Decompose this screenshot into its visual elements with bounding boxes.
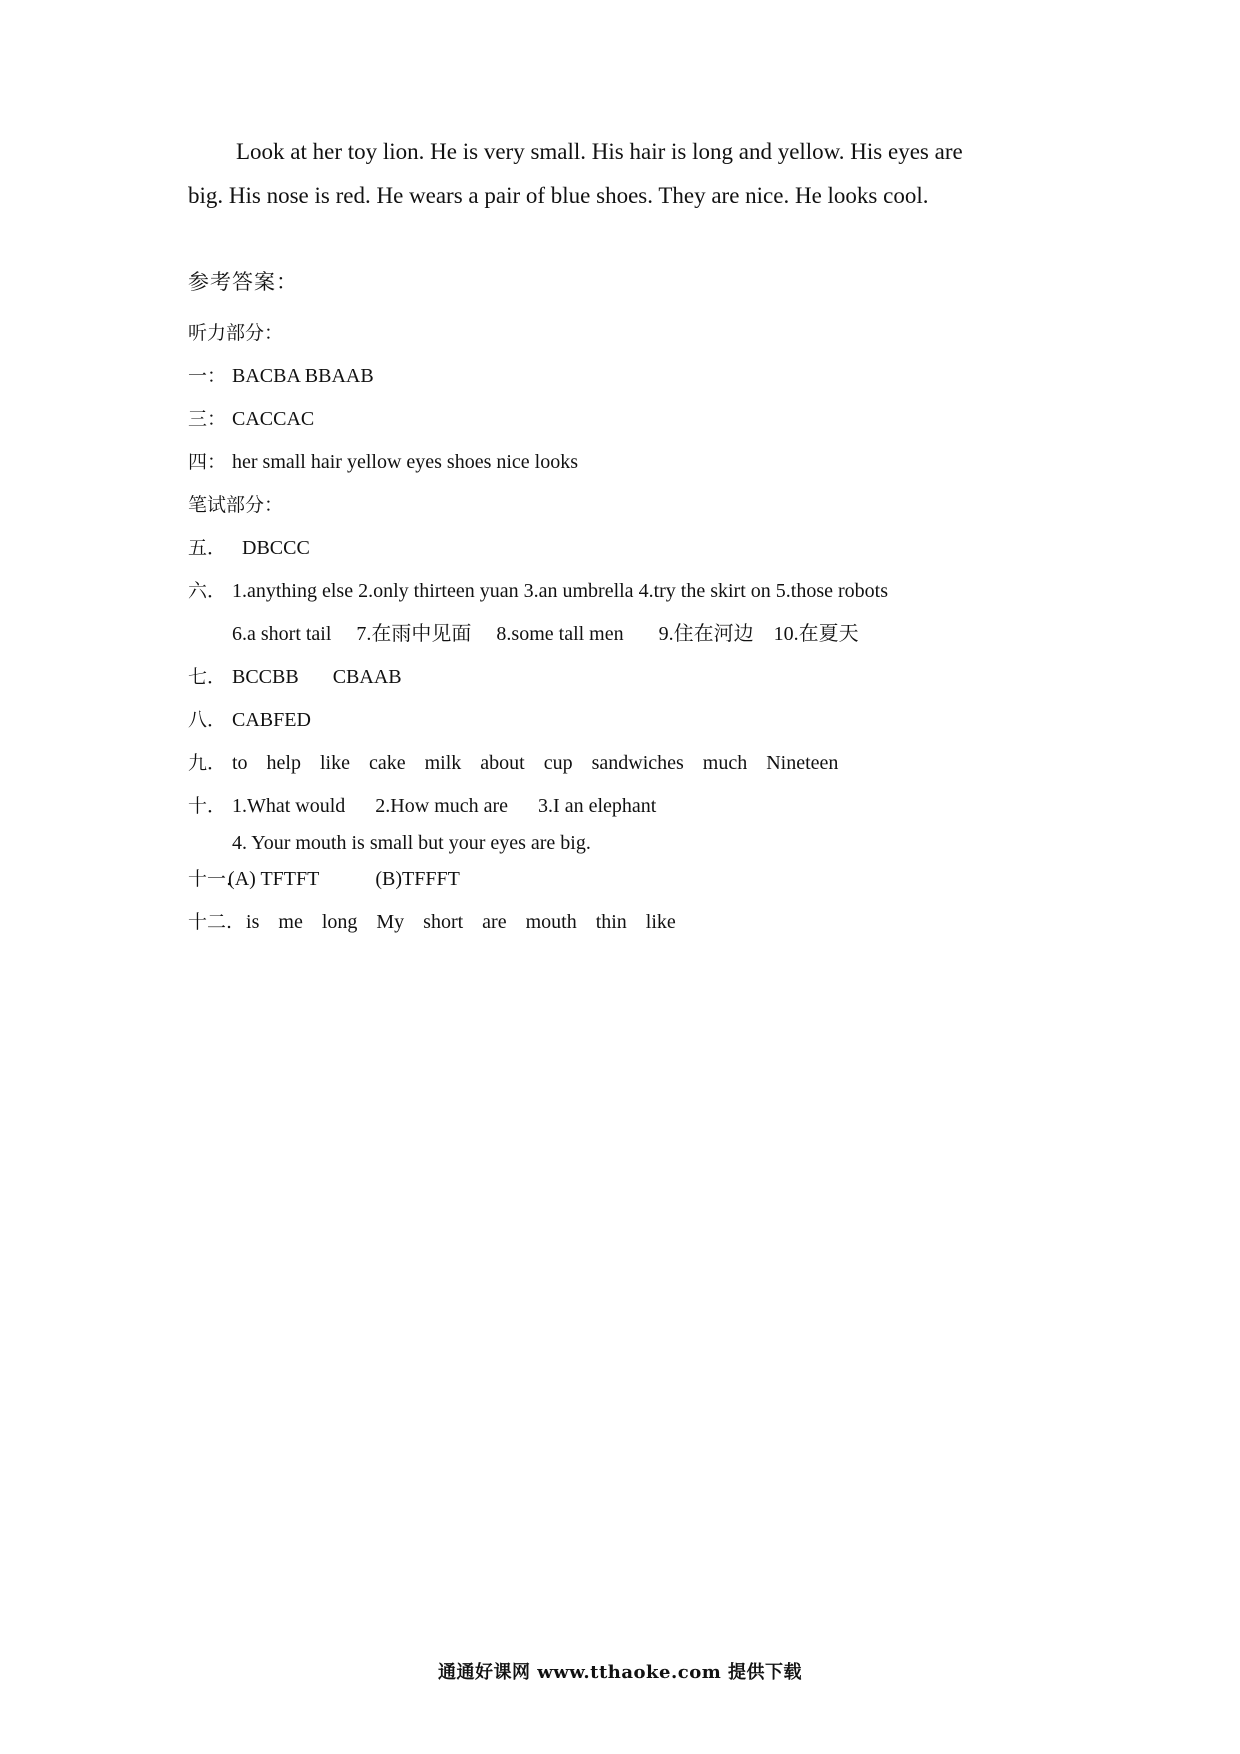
answer-label: 十二. [188,911,233,933]
answer-label: 十一. [188,868,233,890]
answer-text: 1.What would 2.How much are 3.I an elephant [232,795,657,817]
listening-heading-text: 听力部分： [188,322,284,344]
answer-row-8 [188,699,1088,742]
answer-text: to help like cake milk about cup sandwiches much Nineteen [232,752,839,774]
answer-row-9 [188,742,1088,785]
answer-row-11 [188,858,1088,901]
answer-row-12 [188,901,1088,944]
answer-row-10 [188,785,1088,828]
page-footer: 通通好课网 www.tthaoke.com 提供下载 [437,1662,803,1683]
answer-label: 九． [188,752,227,774]
answer-row-6 [188,570,1088,613]
answer-text-part-a: (A) TFTFT [228,868,320,890]
answer-label: 十． [188,795,227,817]
answer-row-7 [188,656,1088,699]
answer-text-part-a: BCCBB [232,666,299,688]
listening-heading [188,312,1088,355]
answer-row-1 [188,355,1088,398]
answer-label: 三： [188,408,227,430]
answer-text: CACCAC [232,408,315,430]
passage-line-1: Look at her toy lion. He is very small. His hair is long and yellow. His eyes are [236,139,963,164]
passage-line-2: big. His nose is red. He wears a pair of blue shoes. They are nice. He looks cool. [188,183,929,208]
answer-text-part-b: (B)TFFFT [375,868,460,890]
answer-text: her small hair yellow eyes shoes nice looks [232,451,579,473]
answer-text-part-b: CBAAB [332,666,402,688]
reading-passage [188,130,1058,218]
answer-text-continuation: 6.a short tail 7.在雨中见面 8.some tall men 9.住在河边 10.在夏天 [232,623,859,645]
answer-label: 一： [188,365,227,387]
answer-text: is me long My short are mouth thin like [246,911,676,933]
answer-label: 五． [188,537,227,559]
answer-label: 四： [188,451,227,473]
answer-label: 八． [188,709,227,731]
answer-row-5 [188,527,1088,570]
written-heading-text: 笔试部分： [188,494,284,516]
answer-text: CABFED [232,709,311,731]
answer-key [188,312,1088,944]
answer-row-6-continuation [188,613,1088,656]
answer-key-title: 参考答案： [188,270,298,294]
written-heading [188,484,1088,527]
answer-text: 1.anything else 2.only thirteen yuan 3.an umbrella 4.try the skirt on 5.those robots [232,580,888,602]
answer-row-10-continuation [188,828,1088,858]
answer-row-4 [188,441,1088,484]
answer-text-continuation: 4. Your mouth is small but your eyes are big. [232,832,591,854]
answer-row-3 [188,398,1088,441]
answer-text: DBCCC [242,537,310,559]
answer-label: 六． [188,580,227,602]
answer-label: 七． [188,666,227,688]
answer-text: BACBA BBAAB [232,365,374,387]
